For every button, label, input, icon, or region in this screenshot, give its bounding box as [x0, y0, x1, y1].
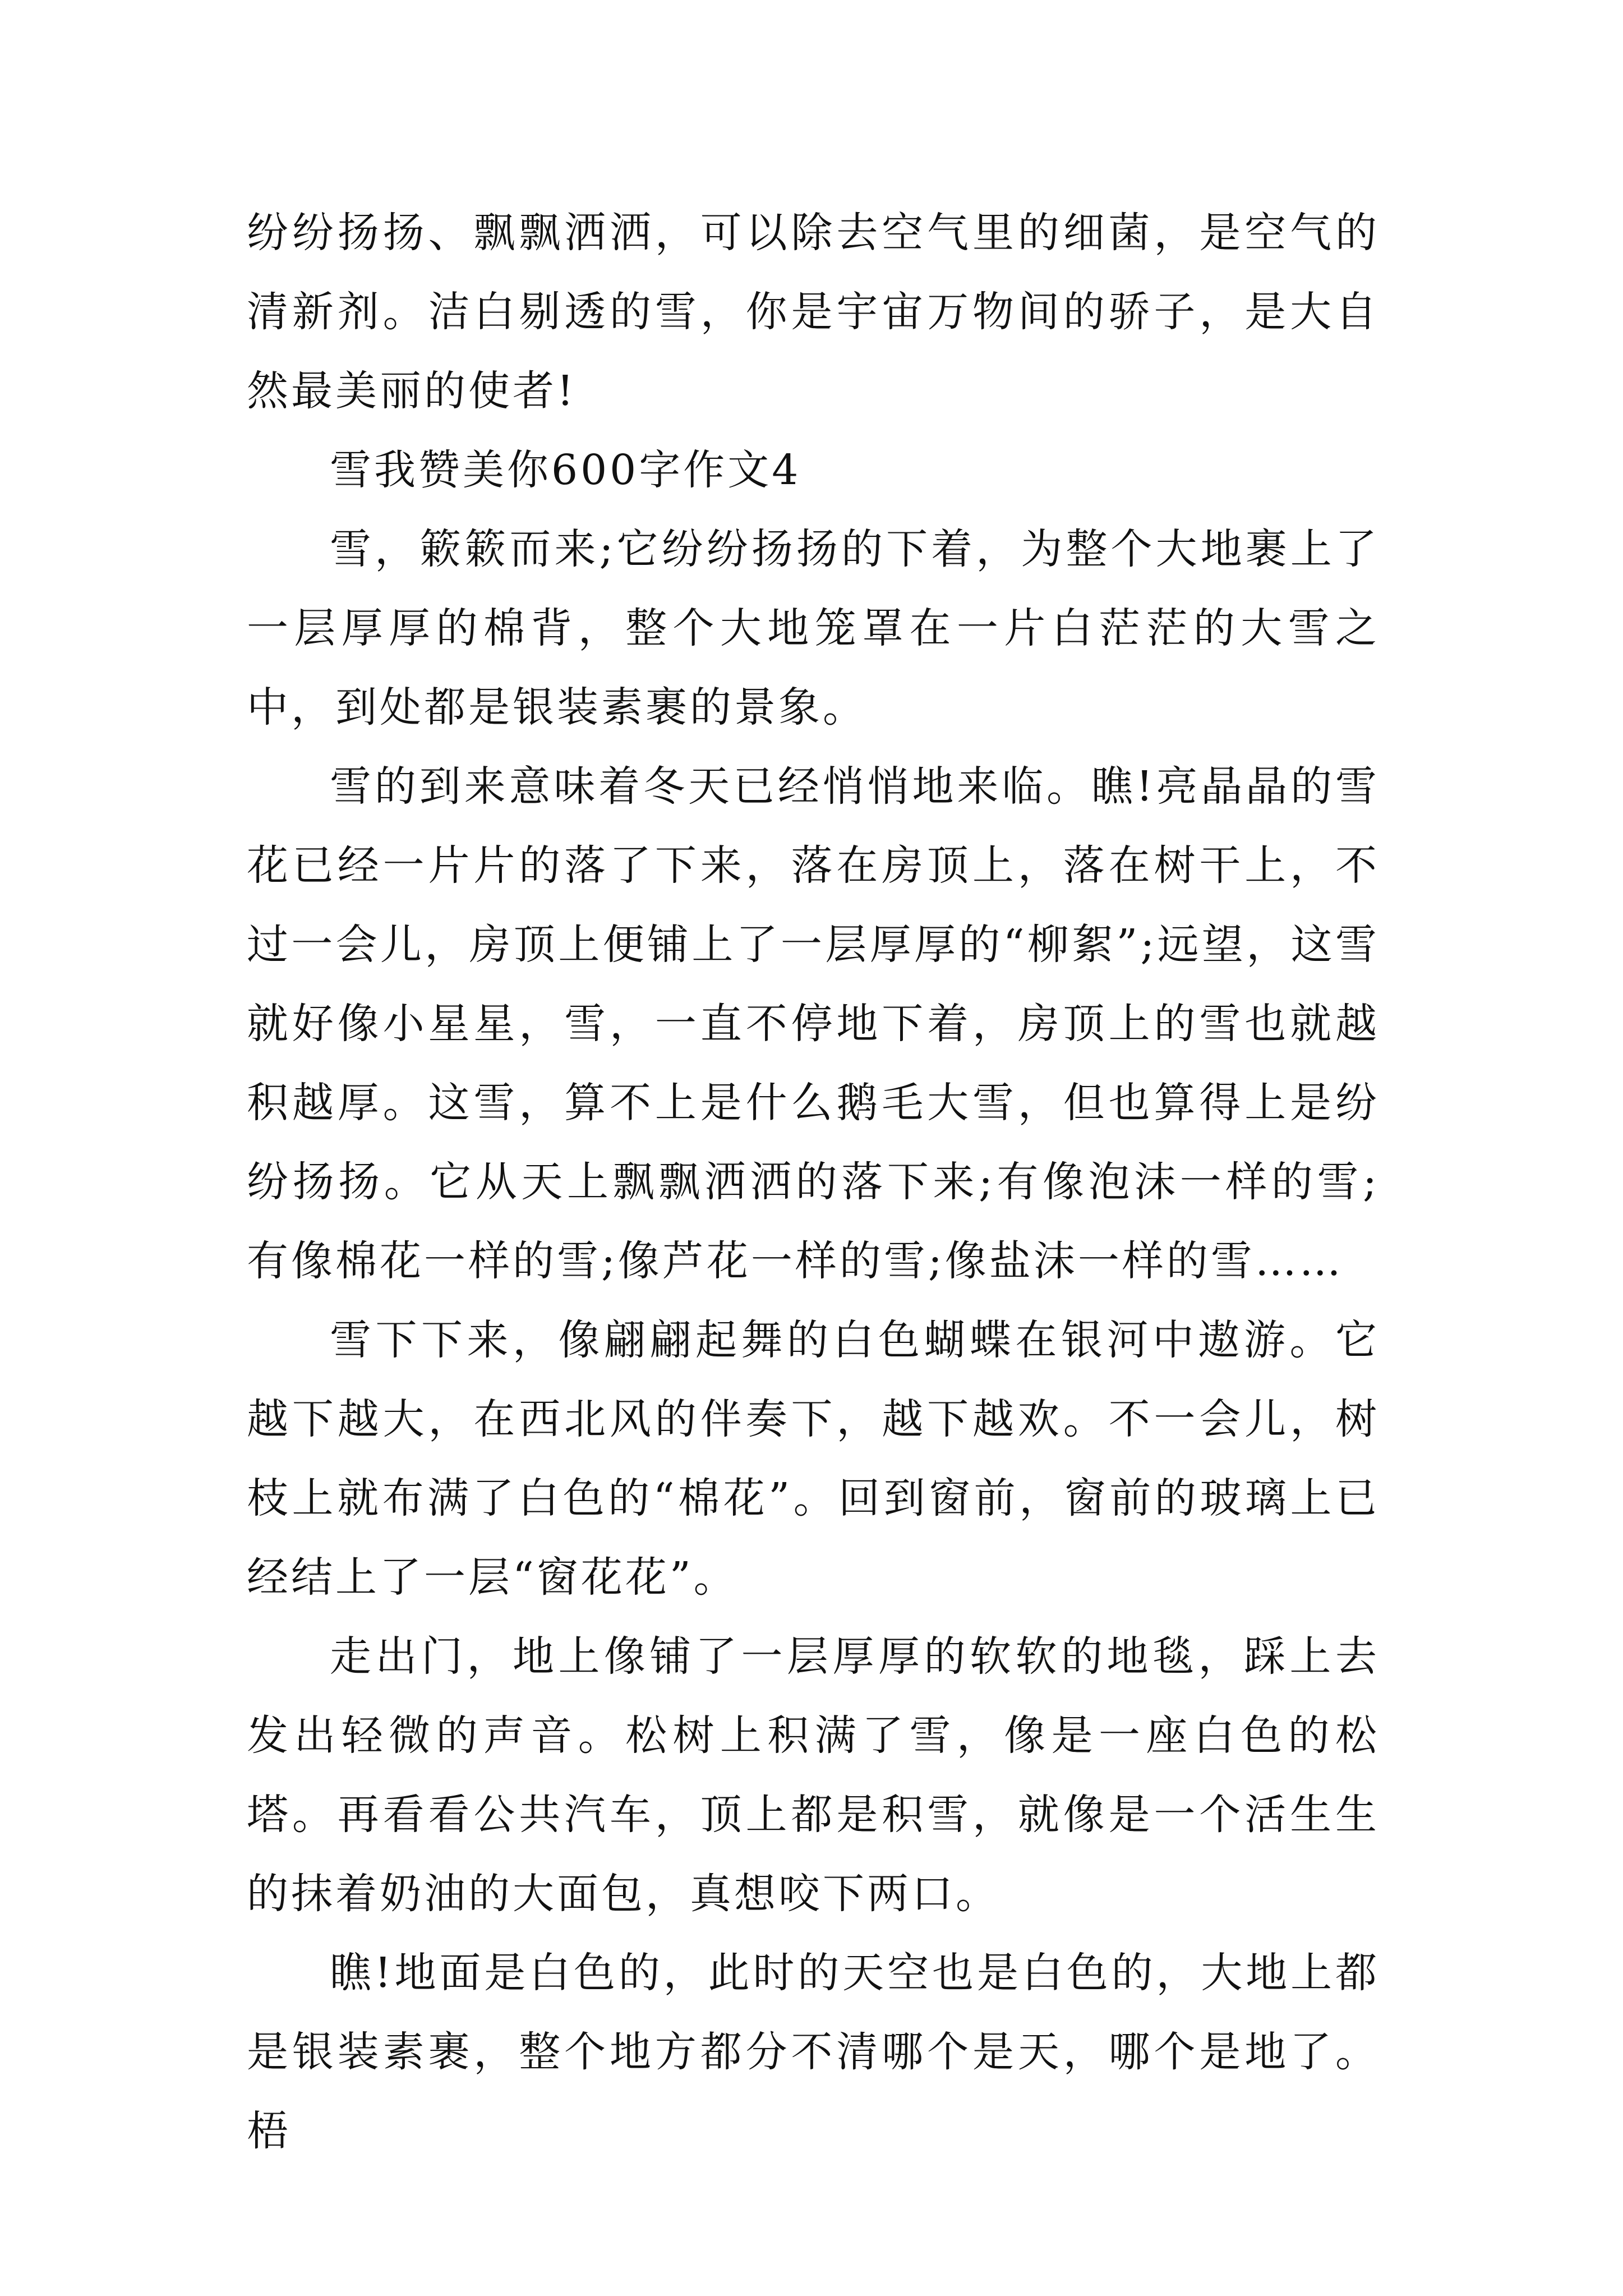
article-body	[247, 194, 1380, 2171]
paragraph: 瞧!地面是白色的，此时的天空也是白色的，大地上都是银装素裹，整个地方都分不清哪个是天，哪个是地了。梧	[247, 1949, 1380, 2155]
paragraph: 走出门，地上像铺了一层厚厚的软软的地毯，踩上去发出轻微的声音。松树上积满了雪，像是一座白色的松塔。再看看公共汽车，顶上都是积雪，就像是一个活生生的抹着奶油的大面包，真想咬下两口。	[247, 1632, 1380, 1918]
section-heading: 雪我赞美你600字作文4	[330, 446, 801, 494]
paragraph-continued: 纷纷扬扬、飘飘洒洒，可以除去空气里的细菌，是空气的清新剂。洁白剔透的雪，你是宇宙万物间的骄子，是大自然最美丽的使者!	[247, 209, 1380, 415]
paragraph: 雪，簌簌而来;它纷纷扬扬的下着，为整个大地裹上了一层厚厚的棉背，整个大地笼罩在一片白茫茫的大雪之中，到处都是银装素裹的景象。	[247, 525, 1380, 731]
paragraph: 雪的到来意味着冬天已经悄悄地来临。瞧!亮晶晶的雪花已经一片片的落了下来，落在房顶上，落在树干上，不过一会儿，房顶上便铺上了一层厚厚的“柳絮”;远望，这雪就好像小星星，雪，一直不停地下着，房顶上的雪也就越积越厚。这雪，算不上是什么鹅毛大雪，但也算得上是纷纷扬扬。它从天上飘飘洒洒的落下来;有像泡沫一样的雪;有像棉花一样的雪;像芦花一样的雪;像盐沫一样的雪……	[247, 762, 1380, 1285]
paragraph: 雪下下来，像翩翩起舞的白色蝴蝶在银河中遨游。它越下越大，在西北风的伴奏下，越下越欢。不一会儿，树枝上就布满了白色的“棉花”。回到窗前，窗前的玻璃上已经结上了一层“窗花花”。	[247, 1316, 1380, 1602]
